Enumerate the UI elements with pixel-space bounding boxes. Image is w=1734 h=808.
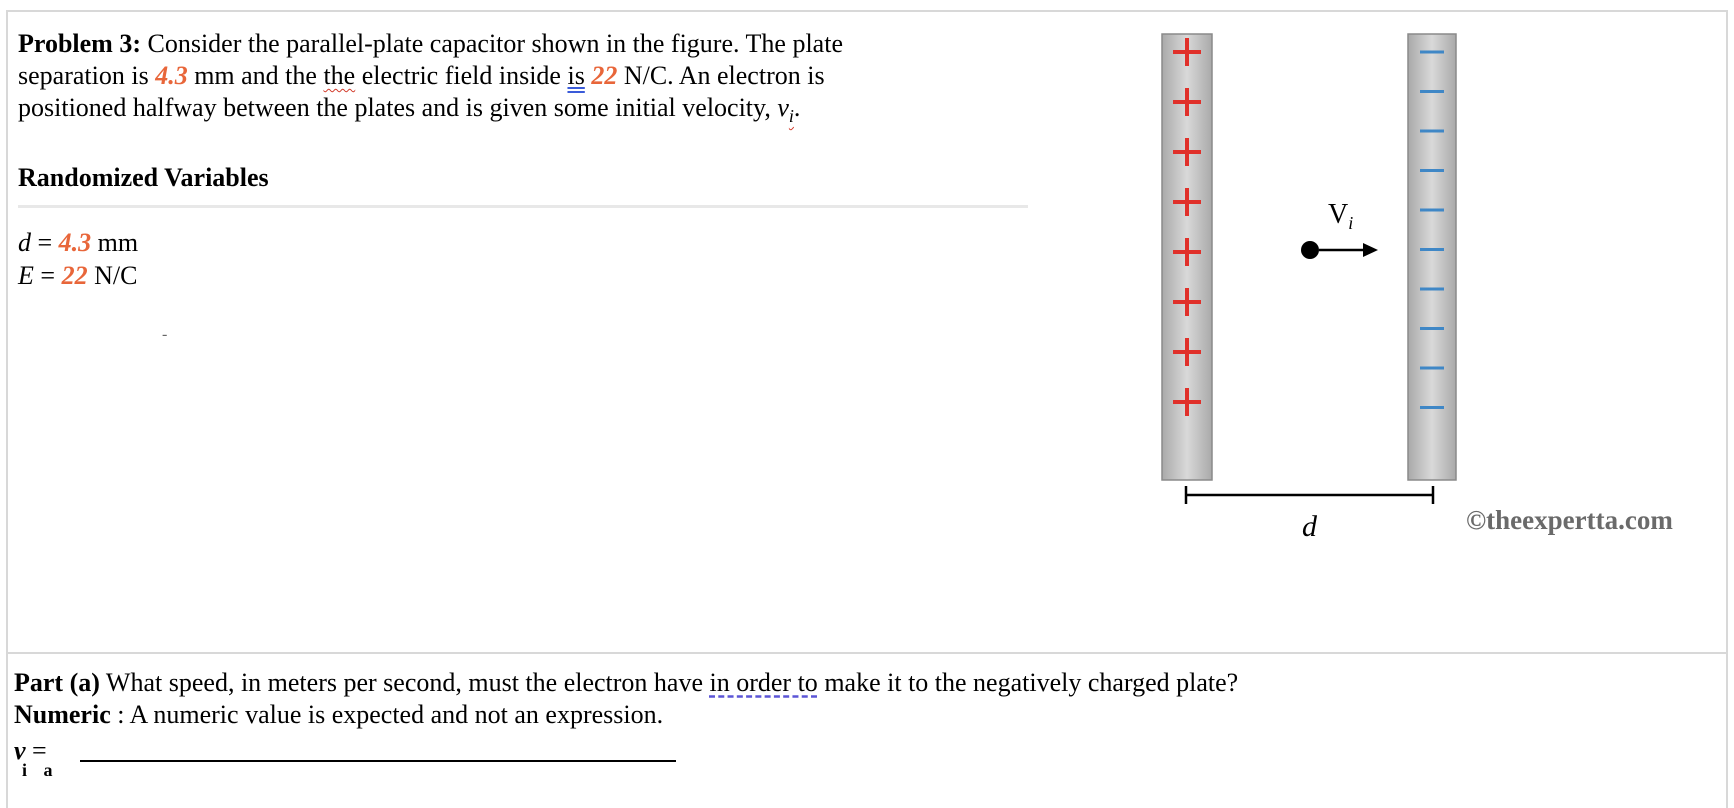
- capacitor-figure: [1150, 28, 1730, 548]
- part-a-line: [14, 667, 1714, 699]
- problem-text-2c: electric field inside: [355, 61, 568, 90]
- problem-text-2a: separation is: [18, 61, 156, 90]
- part-a-text-a: What speed, in meters per second, must the electron have: [99, 668, 710, 697]
- velocity-symbol-sub: i: [788, 106, 794, 127]
- problem-text-3a: positioned halfway between the plates and is given some initial velocity,: [18, 93, 778, 122]
- part-a-question: [14, 667, 1714, 731]
- minus-sign: [1420, 90, 1444, 93]
- plus-sign: [1185, 388, 1189, 416]
- minus-sign: [1420, 130, 1444, 133]
- part-a-text-b: make it to the negatively charged plate?: [817, 668, 1239, 697]
- minus-sign: [1420, 51, 1444, 54]
- minus-sign: [1420, 406, 1444, 409]
- minus-sign: [1420, 367, 1444, 370]
- numeric-hint: [14, 699, 1714, 731]
- velocity-arrow-head: [1363, 243, 1378, 257]
- distance-label: d: [1302, 510, 1317, 543]
- section-divider: [6, 652, 1728, 654]
- variable-e-label: E: [18, 261, 34, 290]
- variable-d-value: 4.3: [58, 228, 92, 257]
- answer-subscript: i a: [22, 760, 59, 780]
- numeric-label: Numeric: [14, 700, 111, 729]
- problem-label: Problem 3:: [18, 29, 141, 58]
- problem-text-1: Consider the parallel-plate capacitor shown in the figure. The plate: [141, 29, 843, 58]
- grammar-word-is: is: [567, 61, 585, 90]
- variable-e-value: 22: [61, 261, 88, 290]
- variable-e: [18, 259, 138, 292]
- problem-text-2e: N/C. An electron is: [617, 61, 825, 90]
- problem-line-1: [18, 28, 1008, 60]
- variable-d: [18, 226, 138, 259]
- duplicate-word-the: the: [323, 61, 356, 90]
- velocity-symbol: [777, 93, 794, 127]
- variable-e-unit: N/C: [87, 261, 138, 290]
- variable-d-eq: =: [31, 228, 59, 257]
- problem-line-3: [18, 92, 1008, 132]
- randomized-variables-list: [18, 226, 138, 292]
- plus-sign: [1185, 238, 1189, 266]
- electric-field-value: 22: [591, 61, 618, 90]
- minus-sign: [1420, 169, 1444, 172]
- plus-sign: [1185, 288, 1189, 316]
- negative-plate: [1408, 34, 1456, 480]
- answer-variable: v: [14, 736, 26, 765]
- plus-sign: [1185, 88, 1189, 116]
- electron-dot: [1301, 241, 1319, 259]
- minus-sign: [1420, 248, 1444, 251]
- plus-sign: [1185, 38, 1189, 66]
- plus-sign: [1185, 188, 1189, 216]
- velocity-label: $V_i$: [1328, 199, 1354, 233]
- part-a-label: Part (a): [14, 668, 100, 697]
- variable-d-unit: mm: [91, 228, 139, 257]
- minus-sign: [1420, 327, 1444, 330]
- problem-statement: [18, 28, 1008, 132]
- minus-sign: [1420, 288, 1444, 291]
- velocity-symbol-v: v: [777, 93, 789, 122]
- capacitor-diagram: [1150, 28, 1730, 548]
- plate-separation-value: 4.3: [155, 61, 188, 90]
- randomized-variables-heading: Randomized Variables: [18, 163, 269, 192]
- answer-equals: =: [25, 736, 47, 765]
- minus-sign: [1420, 209, 1444, 212]
- part-a-link[interactable]: in order to: [709, 668, 818, 697]
- randomized-variables-rule: [18, 205, 1028, 208]
- problem-text-2b: mm and the: [187, 61, 324, 90]
- plus-sign: [1185, 338, 1189, 366]
- answer-input-line[interactable]: [80, 760, 676, 762]
- copyright-notice: ©theexpertta.com: [1466, 505, 1673, 535]
- variable-e-eq: =: [33, 261, 62, 290]
- variable-d-label: d: [18, 228, 31, 257]
- plus-sign: [1185, 138, 1189, 166]
- stray-mark: -: [162, 326, 168, 343]
- problem-text-3-end: .: [793, 93, 801, 122]
- numeric-text: : A numeric value is expected and not an expression.: [110, 700, 664, 729]
- problem-line-2: [18, 60, 1008, 92]
